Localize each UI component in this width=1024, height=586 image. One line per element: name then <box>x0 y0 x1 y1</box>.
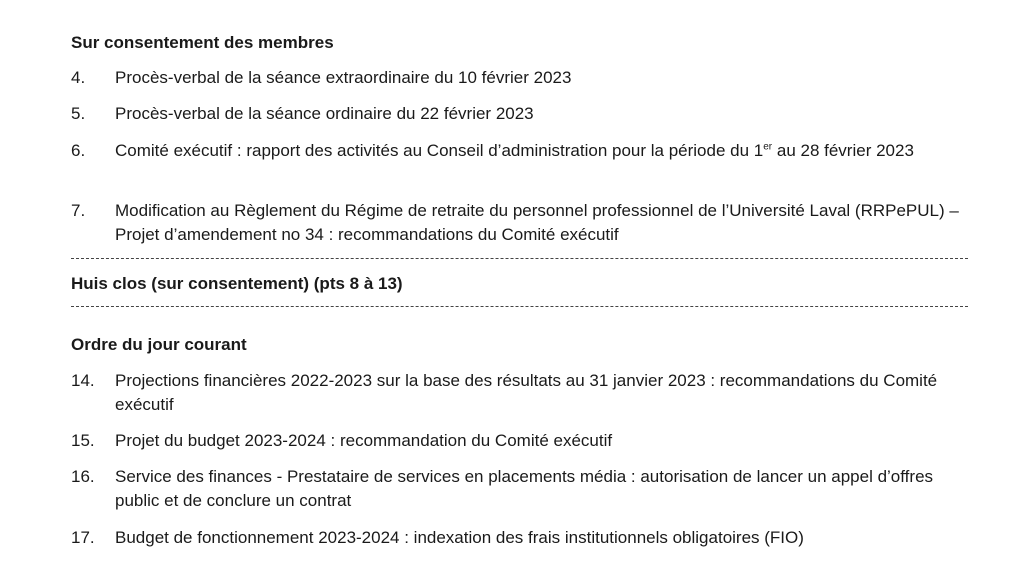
item-text <box>115 139 968 163</box>
agenda-item-4 <box>71 66 968 90</box>
item-text: Service des finances - Prestataire de services en placements média : autorisation de lancer un appel d’offres public et de conclure un contrat <box>115 467 934 510</box>
item-text: Procès-verbal de la séance ordinaire du 22 février 2023 <box>115 104 534 123</box>
agenda-item-16 <box>71 465 968 513</box>
item-number: 4. <box>71 68 86 87</box>
agenda-item-5 <box>71 102 968 126</box>
agenda-item-17 <box>71 526 968 550</box>
section-heading-closed: Huis clos (sur consentement) (pts 8 à 13) <box>71 274 403 293</box>
item-text: Procès-verbal de la séance extraordinaire du 10 février 2023 <box>115 68 572 87</box>
item-text: Modification au Règlement du Régime de retraite du personnel professionnel de l’Université Laval (RRPePUL) – Projet d’amendement no 34 : recommandations du Comité exécutif <box>115 201 959 244</box>
dashed-divider <box>71 258 968 259</box>
item-text-part: au 28 février 2023 <box>772 141 914 160</box>
agenda-item-7 <box>71 199 968 247</box>
item-text: Projections financières 2022-2023 sur la base des résultats au 31 janvier 2023 : recommandations du Comité exécutif <box>115 371 938 414</box>
section-heading-consent: Sur consentement des membres <box>71 33 334 52</box>
item-number: 16. <box>71 467 95 486</box>
item-text-superscript: er <box>763 141 773 153</box>
item-number: 5. <box>71 104 86 123</box>
item-number: 7. <box>71 201 86 220</box>
dashed-divider <box>71 306 968 307</box>
item-number: 6. <box>71 141 86 160</box>
item-number: 14. <box>71 371 95 390</box>
item-text: Projet du budget 2023-2024 : recommandation du Comité exécutif <box>115 431 613 450</box>
item-text-part: Comité exécutif : rapport des activités au Conseil d’administration pour la période du 1 <box>115 141 764 160</box>
item-number: 15. <box>71 431 95 450</box>
agenda-item-14 <box>71 369 968 417</box>
agenda-item-6 <box>71 139 968 163</box>
section-heading-current: Ordre du jour courant <box>71 335 247 354</box>
agenda-item-15 <box>71 429 968 453</box>
item-text: Budget de fonctionnement 2023-2024 : indexation des frais institutionnels obligatoires (FIO) <box>115 528 804 547</box>
item-number: 17. <box>71 528 95 547</box>
